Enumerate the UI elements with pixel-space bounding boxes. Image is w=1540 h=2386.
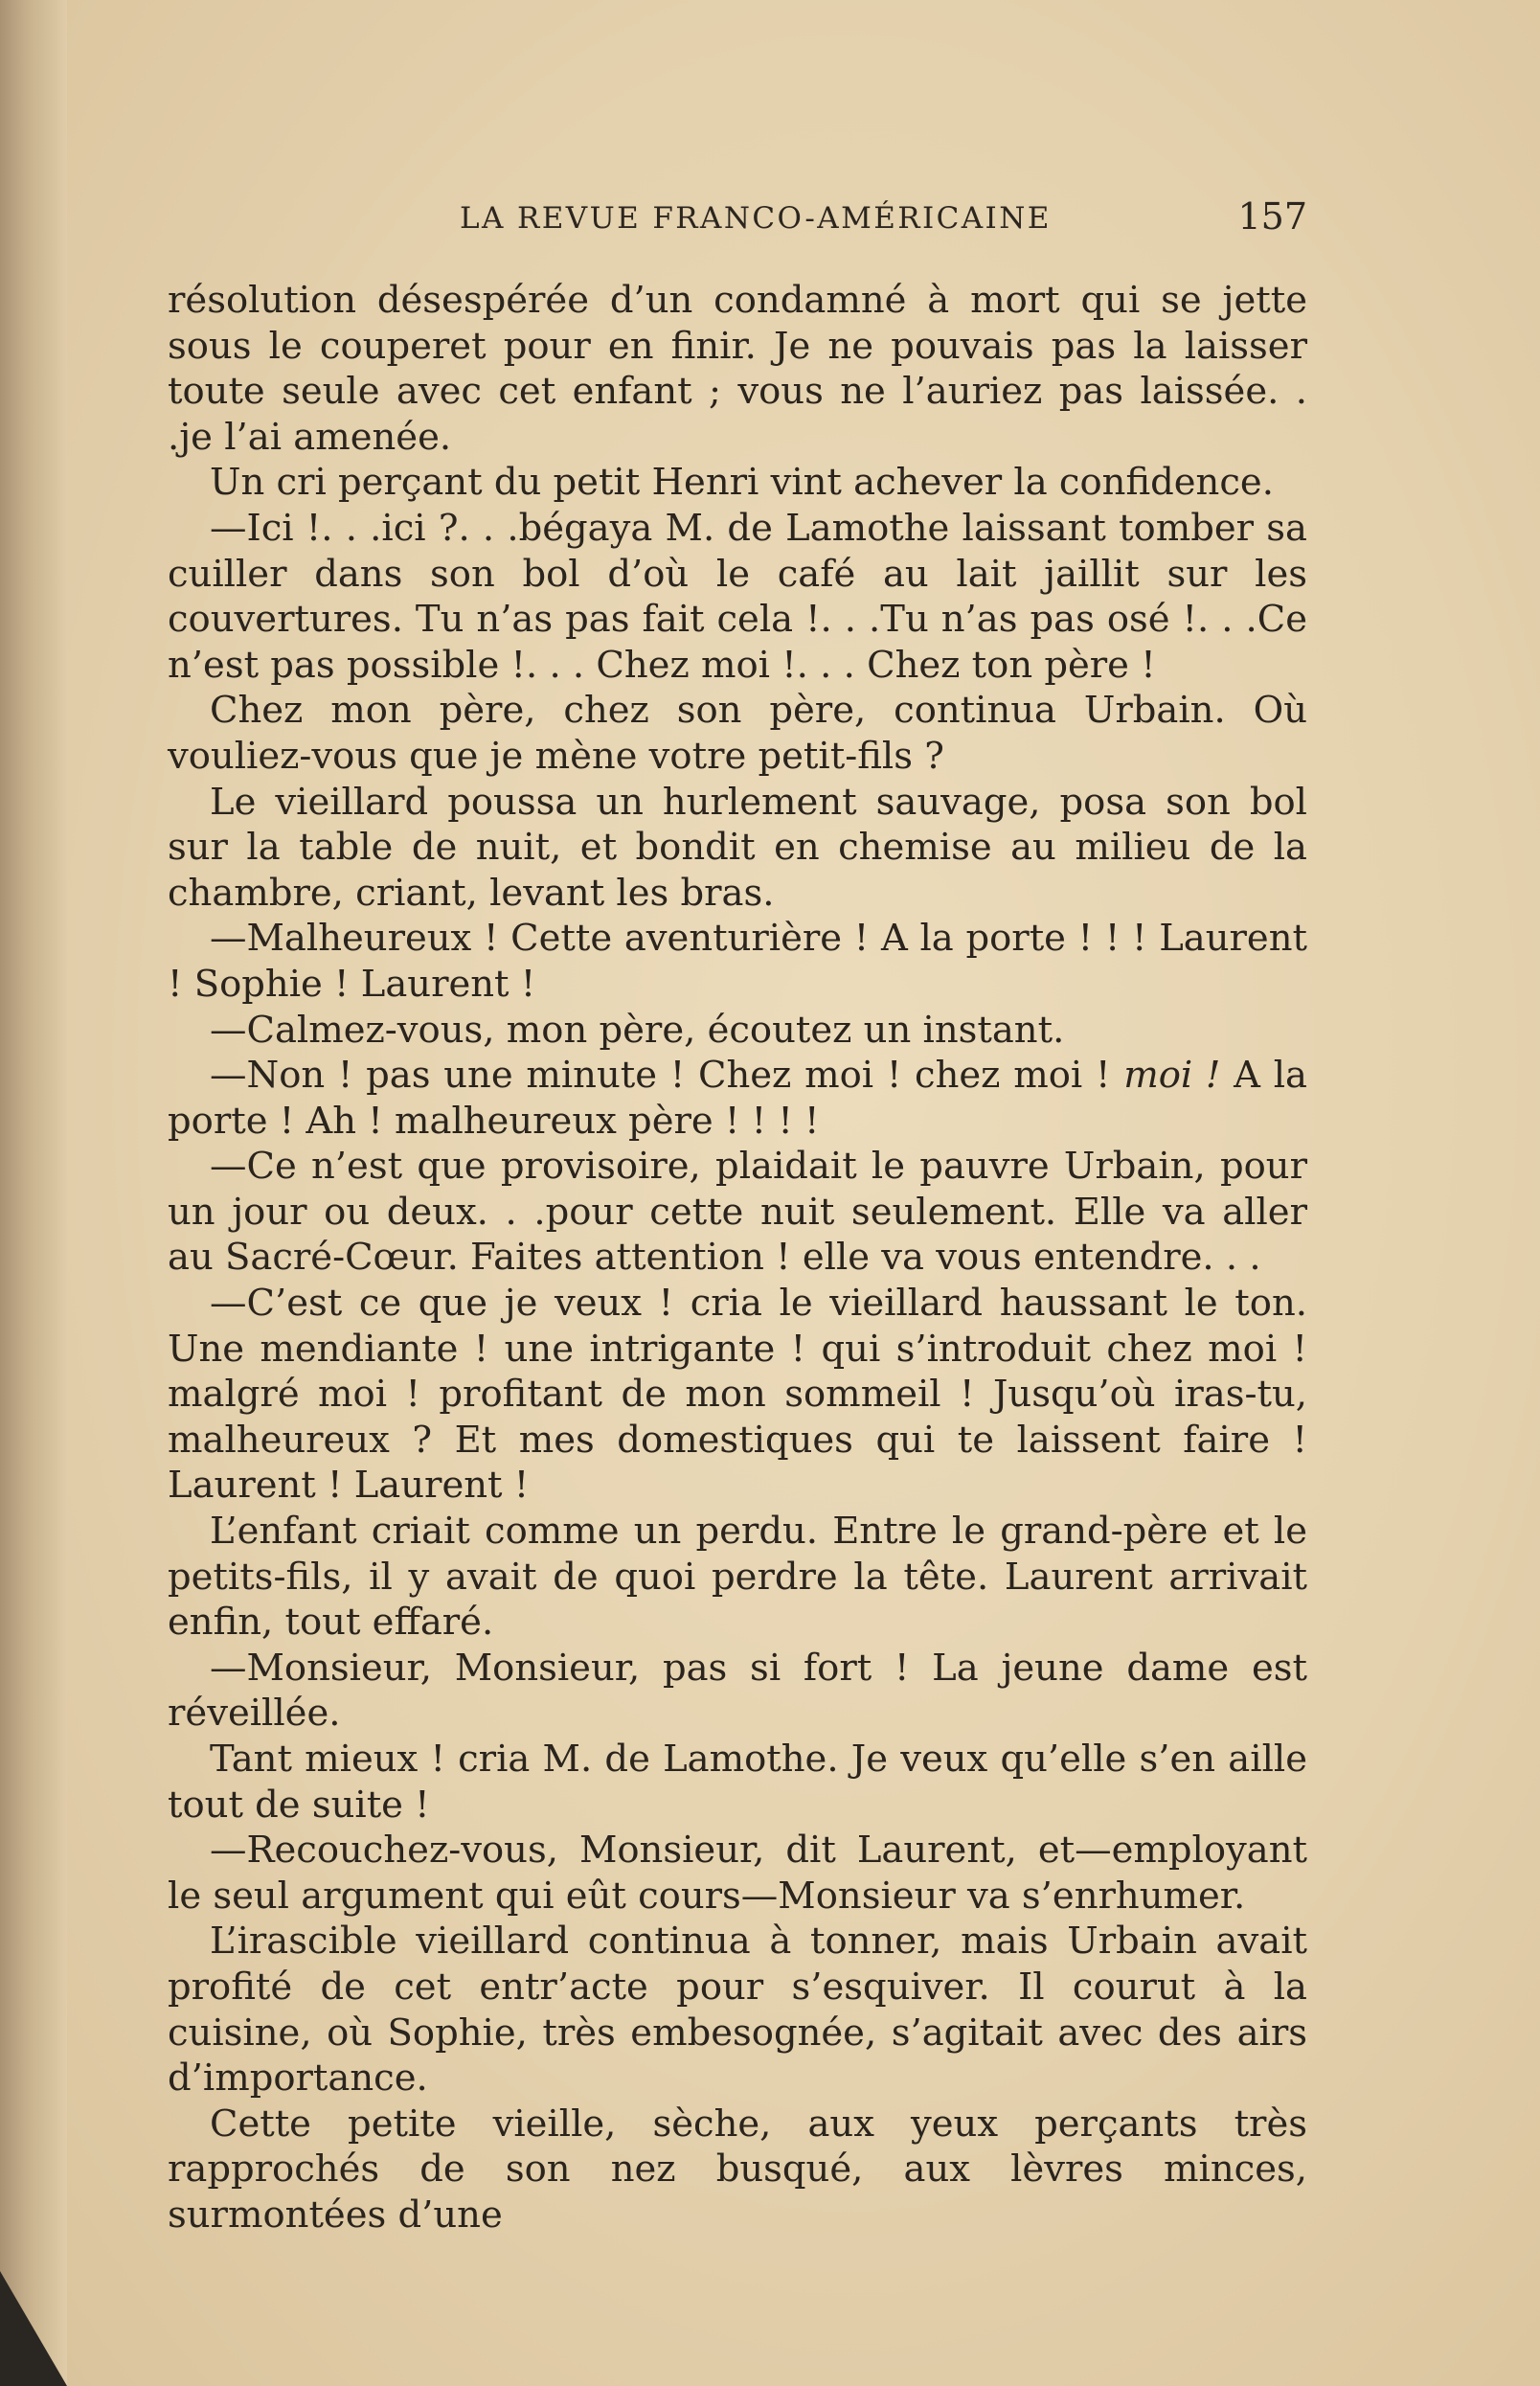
paragraph: —Ici !. . .ici ?. . .bégaya M. de Lamothe laissant tomber sa cuiller dans son bol d’où le café au lait jaillit sur les couvertures. Tu n’as pas fait cela !. . .Tu n’as pas osé !. . .Ce n’est pas possible !. . . Chez moi !. . . Chez ton père ! [168,506,1307,687]
page-header [168,195,1307,239]
paragraph: Le vieillard poussa un hurlement sauvage, posa son bol sur la table de nuit, et bondit en chemise au milieu de la chambre, criant, levant les bras. [168,780,1307,915]
paragraph: —C’est ce que je veux ! cria le vieillard haussant le ton. Une mendiante ! une intrigante ! qui s’introduit chez moi ! malgré moi ! profitant de mon sommeil ! Jusqu’où iras-tu, malheureux ? Et mes domestiques qui te laissent faire ! Laurent ! Laurent ! [168,1282,1307,1508]
paragraph: L’enfant criait comme un perdu. Entre le grand-père et le petits-fils, il y avait de quoi perdre la tête. Laurent arrivait enfin, tout effaré. [168,1510,1307,1645]
paragraph: Cette petite vieille, sèche, aux yeux perçants très rapprochés de son nez busqué, aux lèvres minces, surmontées d’une [168,2102,1307,2237]
paragraph-text: —Non ! pas une minute ! Chez moi ! chez moi ! [210,1054,1124,1098]
paragraph-text: A la porte ! Ah ! malheureux père ! ! ! ! [168,1054,1307,1143]
paragraph: L’irascible vieillard continua à tonner, mais Urbain avait profité de cet entr’acte pour s’esquiver. Il courut à la cuisine, où Sophie, très embesognée, s’agitait avec des airs d’importance. [168,1920,1307,2101]
paragraph: Tant mieux ! cria M. de Lamothe. Je veux qu’elle s’en aille tout de suite ! [168,1738,1307,1827]
page-corner-shadow [0,2271,67,2386]
paragraph: Chez mon père, chez son père, continua Urbain. Où vouliez-vous que je mène votre petit-fils ? [168,689,1307,778]
page-gutter [0,0,67,2386]
body-text [168,278,1307,2238]
paragraph: résolution désespérée d’un condamné à mort qui se jette sous le couperet pour en finir. Je ne pouvais pas la laisser toute seule avec cet enfant ; vous ne l’auriez pas laissée. . .je l’ai amenée. [168,279,1307,459]
paragraph: —Recouchez-vous, Monsieur, dit Laurent, et—employant le seul argument qui eût cours—Monsieur va s’enrhumer. [168,1829,1307,1918]
paragraph: —Malheureux ! Cette aventurière ! A la porte ! ! ! Laurent ! Sophie ! Laurent ! [168,917,1307,1006]
paragraph: —Calmez-vous, mon père, écoutez un instant. [210,1008,1065,1052]
page-number: 157 [1237,195,1307,238]
italic-emphasis: moi ! [1123,1054,1221,1098]
running-title: LA REVUE FRANCO-AMÉRICAINE [460,201,1052,236]
paragraph: —Monsieur, Monsieur, pas si fort ! La jeune dame est réveillée. [168,1646,1307,1736]
paragraph: Un cri perçant du petit Henri vint achever la confidence. [210,461,1274,505]
paragraph: —Ce n’est que provisoire, plaidait le pauvre Urbain, pour un jour ou deux. . .pour cette nuit seulement. Elle va aller au Sacré-Cœur. Faites attention ! elle va vous entendre. . . [168,1145,1307,1280]
paragraph [168,1053,1307,1144]
